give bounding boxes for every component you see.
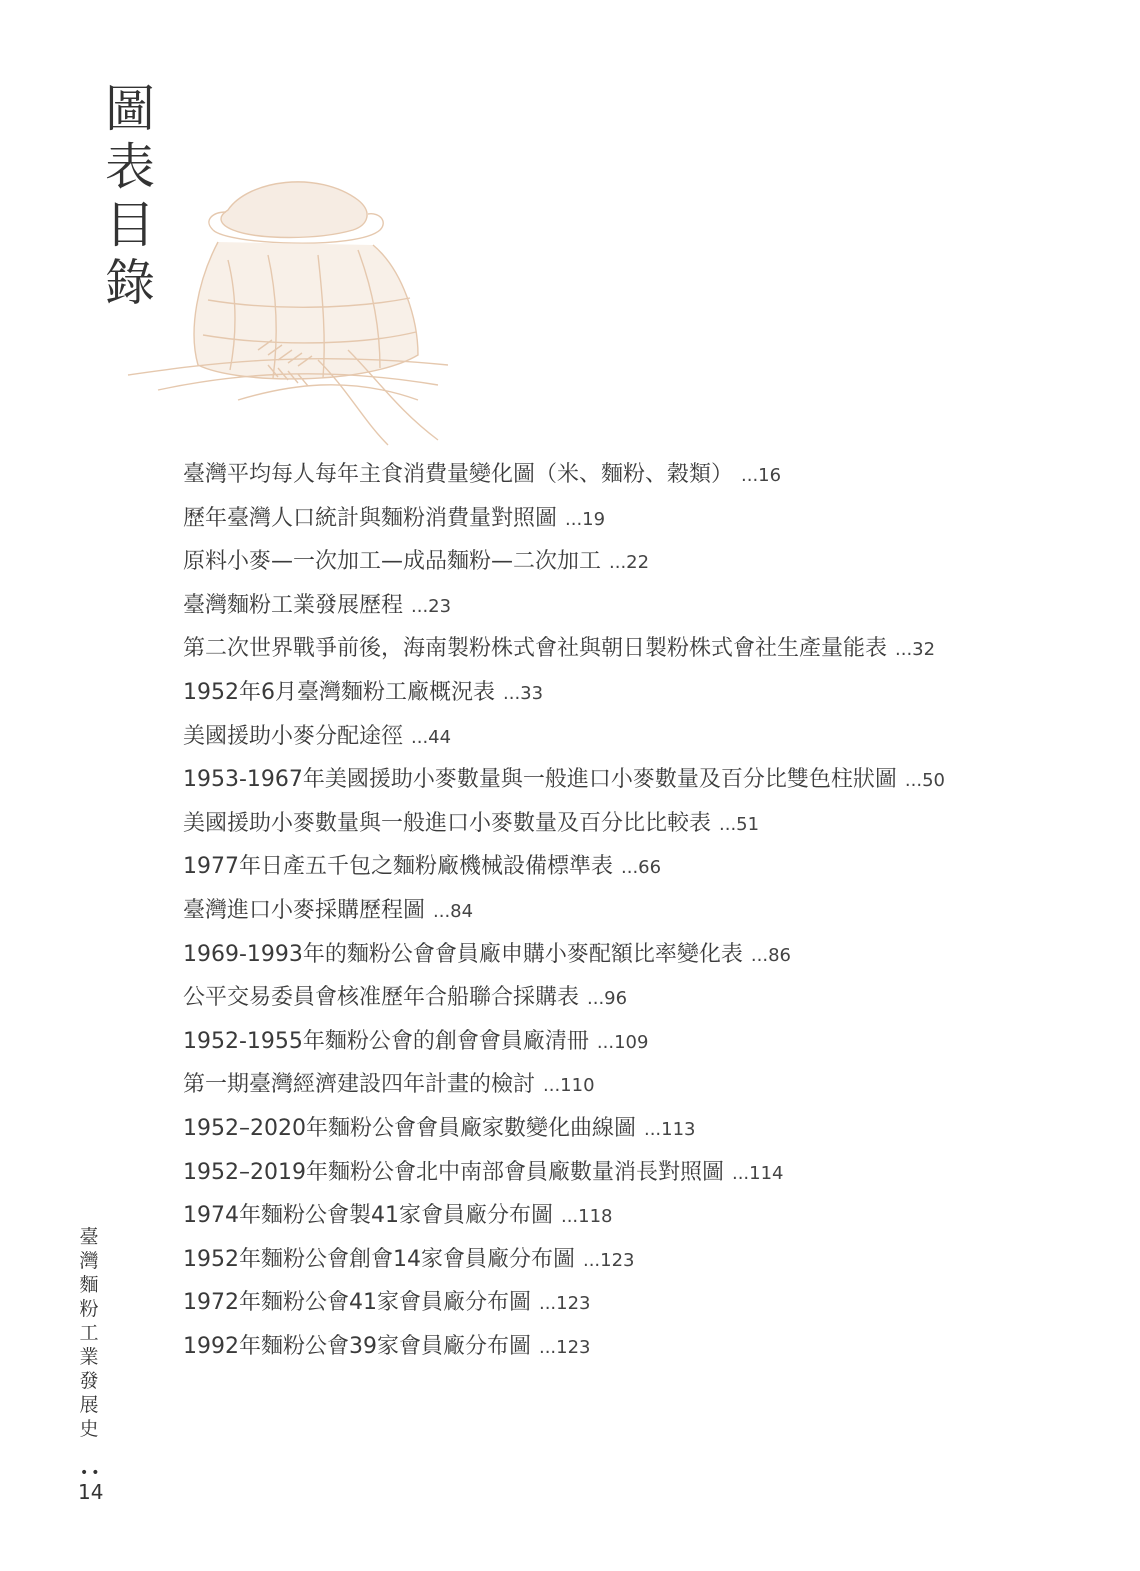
list-item[interactable]: [183, 627, 1083, 671]
toc-entry-page: ...16: [741, 465, 782, 486]
toc-entry-page: ...84: [433, 900, 474, 922]
list-item[interactable]: [183, 584, 1083, 628]
figure-table-list: [183, 453, 1083, 1368]
toc-entry-page: ...32: [895, 639, 936, 661]
toc-entry-label: 1974年麵粉公會製41家會員廠分布圖: [183, 1203, 553, 1229]
toc-entry-label: 原料小麥—一次加工—成品麵粉—二次加工: [183, 549, 602, 575]
toc-entry-page: ...50: [904, 770, 945, 792]
toc-entry-label: 1977年日產五千包之麵粉廠機械設備標準表: [183, 854, 613, 880]
list-item[interactable]: [183, 933, 1083, 977]
list-item[interactable]: [183, 1063, 1083, 1107]
list-item[interactable]: [183, 1107, 1083, 1151]
toc-entry-label: 1952–2020年麵粉公會會員廠家數變化曲線圖: [183, 1115, 636, 1141]
toc-entry-page: ...22: [609, 552, 650, 574]
toc-entry-page: ...123: [538, 1293, 591, 1315]
list-item[interactable]: [183, 1151, 1083, 1195]
list-item[interactable]: [183, 715, 1083, 759]
toc-entry-label: 1952-1955年麵粉公會的創會會員廠清冊: [183, 1028, 589, 1054]
list-item[interactable]: [183, 845, 1083, 889]
flour-sack-wheat-illustration: [118, 150, 458, 450]
toc-entry-label: 1972年麵粉公會41家會員廠分布圖: [183, 1290, 531, 1316]
toc-entry-label: 美國援助小麥分配途徑: [183, 723, 404, 749]
toc-entry-label: 1952年6月臺灣麵粉工廠概況表: [183, 679, 495, 705]
list-item[interactable]: [183, 802, 1083, 846]
toc-entry-page: ...23: [411, 595, 452, 617]
toc-entry-label: 1952年麵粉公會創會14家會員廠分布圖: [183, 1246, 575, 1272]
toc-entry-page: ...44: [411, 726, 452, 748]
toc-entry-label: 公平交易委員會核准歷年合船聯合採購表: [183, 985, 580, 1011]
page-number: 14: [78, 1480, 104, 1504]
toc-entry-page: ...19: [565, 508, 606, 530]
toc-entry-label: 1952–2019年麵粉公會北中南部會員廠數量消長對照圖: [183, 1159, 724, 1185]
toc-entry-page: ...110: [543, 1075, 595, 1097]
book-title-vertical: 臺灣麵粉工業發展史: [79, 1226, 99, 1440]
list-item[interactable]: [183, 1281, 1083, 1325]
toc-entry-page: ...33: [503, 682, 544, 704]
toc-entry-label: 臺灣進口小麥採購歷程圖: [183, 897, 426, 923]
list-item[interactable]: [183, 497, 1083, 541]
toc-entry-page: ...86: [750, 944, 791, 966]
toc-entry-page: ...123: [582, 1249, 635, 1271]
toc-entry-page: ...114: [731, 1162, 784, 1184]
toc-entry-page: ...123: [538, 1336, 591, 1358]
list-item[interactable]: [183, 1020, 1083, 1064]
page-title: 圖表目錄: [105, 80, 155, 312]
list-item[interactable]: [183, 976, 1083, 1020]
list-item[interactable]: [183, 889, 1083, 933]
toc-entry-page: ...118: [560, 1206, 613, 1228]
list-item[interactable]: [183, 453, 1083, 497]
list-item[interactable]: [183, 1238, 1083, 1282]
toc-entry-page: ...96: [587, 988, 628, 1010]
list-item[interactable]: [183, 671, 1083, 715]
toc-entry-page: ...113: [643, 1118, 696, 1140]
list-item[interactable]: [183, 1194, 1083, 1238]
toc-entry-label: 第一期臺灣經濟建設四年計畫的檢討: [183, 1072, 536, 1098]
toc-entry-label: 美國援助小麥數量與一般進口小麥數量及百分比比較表: [183, 810, 712, 836]
list-item[interactable]: [183, 758, 1083, 802]
toc-entry-page: ...109: [596, 1031, 649, 1053]
list-item[interactable]: [183, 1325, 1083, 1369]
toc-entry-label: 臺灣麵粉工業發展歷程: [183, 592, 404, 618]
page-number-dots-icon: ••: [80, 1465, 103, 1481]
toc-entry-label: 1953-1967年美國援助小麥數量與一般進口小麥數量及百分比雙色柱狀圖: [183, 767, 897, 793]
toc-entry-label: 臺灣平均每人每年主食消費量變化圖（米、麵粉、穀類）: [183, 462, 734, 487]
toc-entry-label: 第二次世界戰爭前後，海南製粉株式會社與朝日製粉株式會社生產量能表: [183, 636, 888, 662]
list-item[interactable]: [183, 540, 1083, 584]
toc-entry-page: ...66: [621, 857, 662, 879]
toc-entry-label: 1992年麵粉公會39家會員廠分布圖: [183, 1333, 531, 1359]
toc-entry-label: 1969-1993年的麵粉公會會員廠申購小麥配額比率變化表: [183, 941, 743, 967]
toc-entry-page: ...51: [719, 813, 760, 835]
toc-entry-label: 歷年臺灣人口統計與麵粉消費量對照圖: [183, 505, 558, 531]
